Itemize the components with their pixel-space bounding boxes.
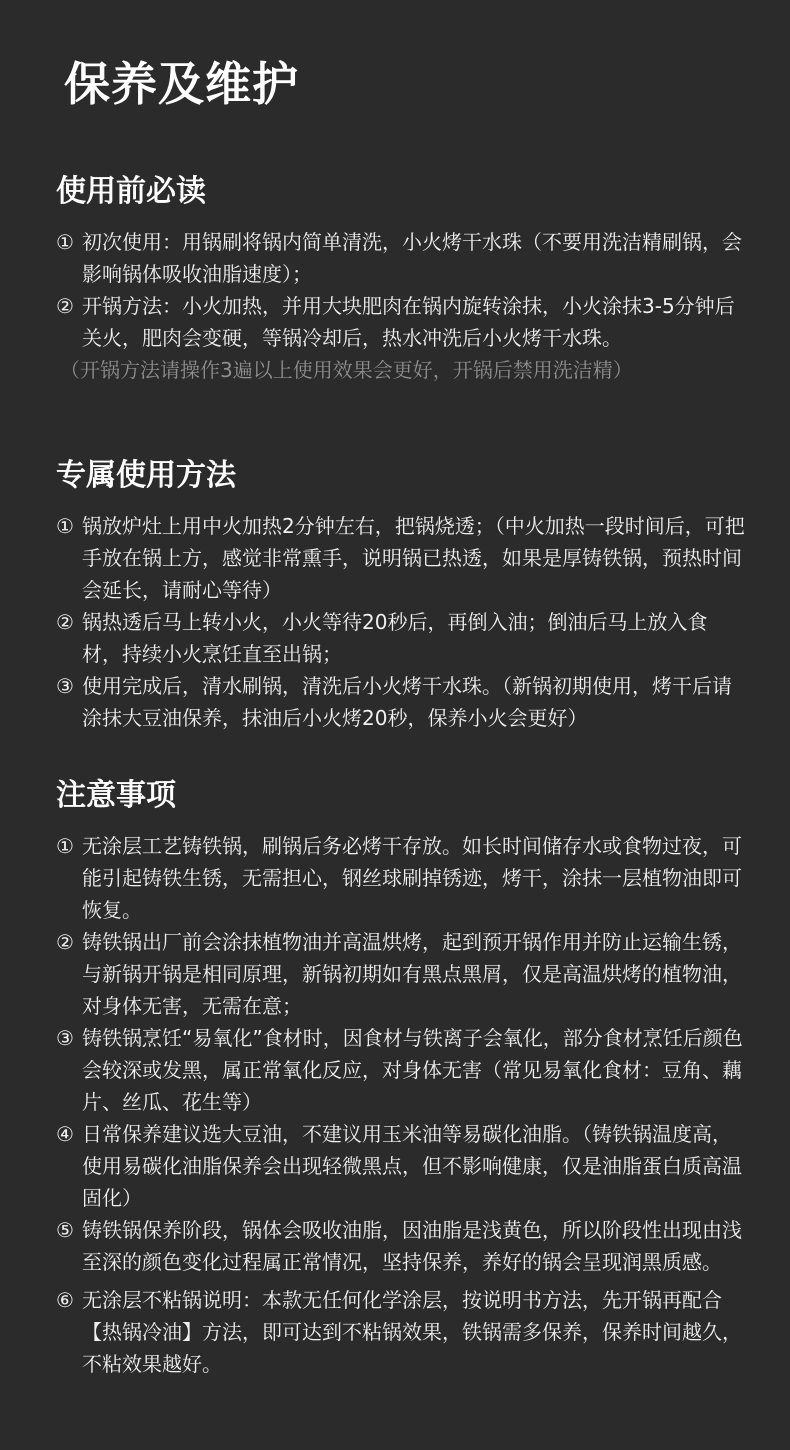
item-number: ① — [56, 834, 74, 858]
item-text: 无涂层工艺铸铁锅，刷锅后务必烤干存放。如长时间储存水或食物过夜，可能引起铸铁生锈，无需担心，钢丝球刷掉锈迹，烤干，涂抹一层植物油即可恢复。 — [82, 834, 742, 922]
item-number: ② — [56, 294, 74, 318]
item-text: 开锅方法：小火加热，并用大块肥肉在锅内旋转涂抹，小火涂抹3-5分钟后关火，肥肉会变硬，等锅冷却后，热水冲洗后小火烤干水珠。 — [82, 294, 735, 350]
section-precautions — [56, 776, 746, 1380]
item-text: 无涂层不粘锅说明：本款无任何化学涂层，按说明书方法，先开锅再配合【热锅冷油】方法，即可达到不粘锅效果，铁锅需多保养，保养时间越久，不粘效果越好。 — [82, 1288, 742, 1376]
item-text: 使用完成后，清水刷锅，清洗后小火烤干水珠。（新锅初期使用，烤干后请涂抹大豆油保养，抹油后小火烤20秒，保养小火会更好） — [82, 674, 732, 730]
list-item — [56, 1214, 746, 1278]
section-usage-method — [56, 456, 746, 734]
item-text: 铸铁锅保养阶段，锅体会吸收油脂，因油脂是浅黄色，所以阶段性出现由浅至深的颜色变化过程属正常情况，坚持保养，养好的锅会呈现润黑质感。 — [82, 1218, 742, 1274]
list-item — [56, 1022, 746, 1118]
section-heading: 注意事项 — [56, 778, 176, 813]
item-number: ③ — [56, 1026, 74, 1050]
item-number: ② — [56, 930, 74, 954]
section-heading: 专属使用方法 — [56, 458, 236, 493]
item-number: ⑥ — [56, 1288, 74, 1312]
list-item — [56, 290, 746, 354]
list-item — [56, 226, 746, 290]
item-number: ① — [56, 230, 74, 254]
list-item — [56, 1118, 746, 1214]
item-number: ④ — [56, 1122, 74, 1146]
page-title: 保养及维护 — [64, 57, 299, 111]
list-item — [56, 510, 746, 606]
section-note: （开锅方法请操作3遍以上使用效果会更好，开锅后禁用洗洁精） — [60, 358, 633, 382]
item-text: 锅热透后马上转小火，小火等待20秒后，再倒入油；倒油后马上放入食材，持续小火烹饪直至出锅； — [82, 610, 708, 666]
section-heading: 使用前必读 — [56, 174, 206, 209]
list-item — [56, 926, 746, 1022]
item-number: ② — [56, 610, 74, 634]
item-text: 铸铁锅出厂前会涂抹植物油并高温烘烤，起到预开锅作用并防止运输生锈，与新锅开锅是相同原理，新锅初期如有黑点黑屑，仅是高温烘烤的植物油，对身体无害，无需在意； — [82, 930, 742, 1018]
list-item — [56, 606, 746, 670]
list-item — [56, 1284, 746, 1380]
section-before-use — [56, 172, 746, 386]
item-text: 锅放炉灶上用中火加热2分钟左右，把锅烧透；（中火加热一段时间后，可把手放在锅上方，感觉非常熏手，说明锅已热透，如果是厚铸铁锅，预热时间会延长，请耐心等待） — [82, 514, 745, 602]
item-number: ⑤ — [56, 1218, 74, 1242]
item-number: ① — [56, 514, 74, 538]
item-text: 初次使用：用锅刷将锅内简单清洗，小火烤干水珠（不要用洗洁精刷锅，会影响锅体吸收油脂速度）； — [82, 230, 742, 286]
list-item — [56, 830, 746, 926]
item-text: 铸铁锅烹饪“易氧化”食材时，因食材与铁离子会氧化，部分食材烹饪后颜色会较深或发黑，属正常氧化反应，对身体无害（常见易氧化食材：豆角、藕片、丝瓜、花生等） — [82, 1026, 743, 1114]
item-text: 日常保养建议选大豆油，不建议用玉米油等易碳化油脂。（铸铁锅温度高，使用易碳化油脂保养会出现轻微黑点，但不影响健康，仅是油脂蛋白质高温固化） — [82, 1122, 742, 1210]
item-number: ③ — [56, 674, 74, 698]
list-item — [56, 670, 746, 734]
